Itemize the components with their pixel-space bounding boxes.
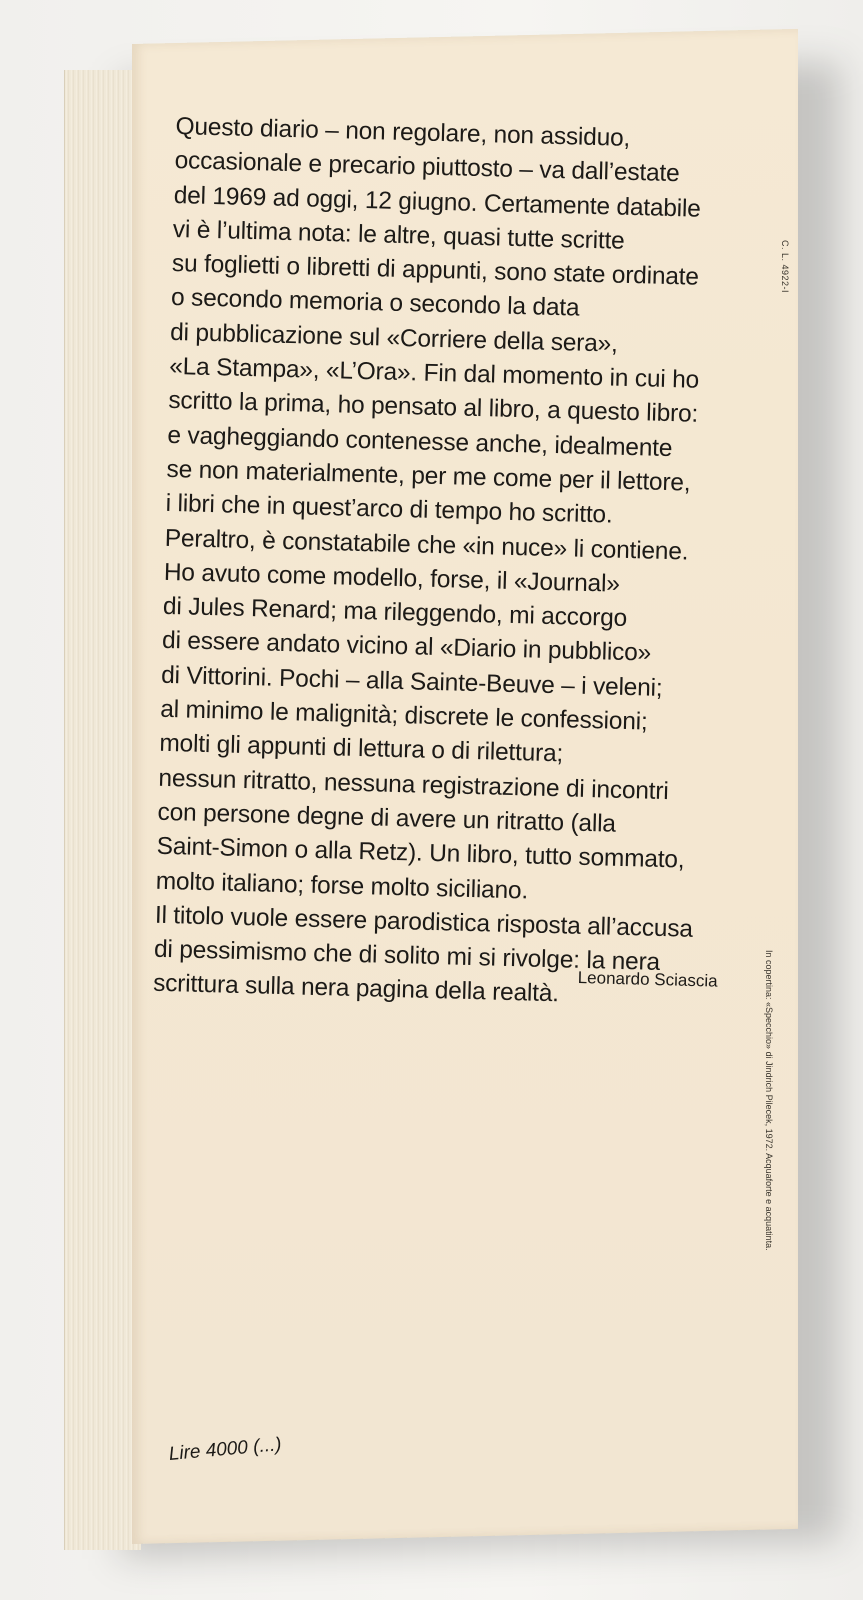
blurb-line: del 1969 ad oggi, 12 giugno. Certamente databile bbox=[173, 181, 702, 223]
blurb-line: con persone degne di avere un ritratto (alla bbox=[157, 798, 617, 838]
blurb-line: di Vittorini. Pochi – alla Sainte-Beuve – i veleni; bbox=[160, 661, 663, 702]
blurb-line: scritto la prima, ho pensato al libro, a questo libro: bbox=[168, 387, 699, 429]
blurb-line: al minimo le malignità; discrete le confessioni; bbox=[159, 695, 648, 736]
blurb-line: nessun ritratto, nessuna registrazione di incontri bbox=[158, 764, 669, 805]
author-signature: Leonardo Sciascia bbox=[577, 968, 718, 991]
blurb-line: Ho avuto come modello, forse, il «Journal» bbox=[163, 558, 621, 598]
cover-credit: In copertina: «Specchio» di Jindrich Pilecek, 1972. Acquaforte e acquatinta. bbox=[764, 950, 774, 1251]
blurb-line: «La Stampa», «L’Ora». Fin dal momento in cui ho bbox=[168, 352, 700, 394]
book-page-edges bbox=[64, 70, 141, 1550]
blurb-line: o secondo memoria o secondo la data bbox=[170, 284, 580, 323]
blurb-line: i libri che in quest’arco di tempo ho scritto. bbox=[165, 490, 613, 529]
blurb-line: Questo diario – non regolare, non assiduo, bbox=[175, 112, 631, 152]
blurb-line: e vagheggiando contenesse anche, idealmente bbox=[167, 421, 673, 462]
blurb-line: molto italiano; forse molto siciliano. bbox=[155, 867, 529, 905]
blurb-line: Peraltro, è constatabile che «in nuce» li contiene. bbox=[164, 524, 689, 566]
blurb-line: se non materialmente, per me come per il lettore, bbox=[166, 455, 691, 497]
price-label: Lire 4000 (...) bbox=[168, 1434, 283, 1465]
blurb-line: Il titolo vuole essere parodistica risposta all’accusa bbox=[154, 901, 694, 943]
blurb-line: di Jules Renard; ma rileggendo, mi accorgo bbox=[162, 592, 628, 633]
blurb-line: scrittura sulla nera pagina della realtà. bbox=[152, 970, 560, 1008]
blurb-line: molti gli appunti di lettura o di rilettura; bbox=[159, 730, 564, 768]
blurb-line: di pessimismo che di solito mi si rivolge: la nera bbox=[153, 935, 661, 977]
blurb-line: occasionale e precario piuttosto – va dall’estate bbox=[174, 147, 680, 188]
blurb-text bbox=[153, 110, 776, 1017]
blurb-line: Saint-Simon o alla Retz). Un libro, tutto sommato, bbox=[156, 832, 685, 874]
blurb-line: di essere andato vicino al «Diario in pubblico» bbox=[161, 627, 652, 668]
blurb-line: di pubblicazione sul «Corriere della sera», bbox=[169, 318, 619, 358]
catalog-code: C. L. 4922-I bbox=[780, 240, 790, 294]
blurb-line: vi è l’ultima nota: le altre, quasi tutte scritte bbox=[172, 215, 625, 255]
blurb-line: su foglietti o libretti di appunti, sono state ordinate bbox=[171, 250, 700, 291]
